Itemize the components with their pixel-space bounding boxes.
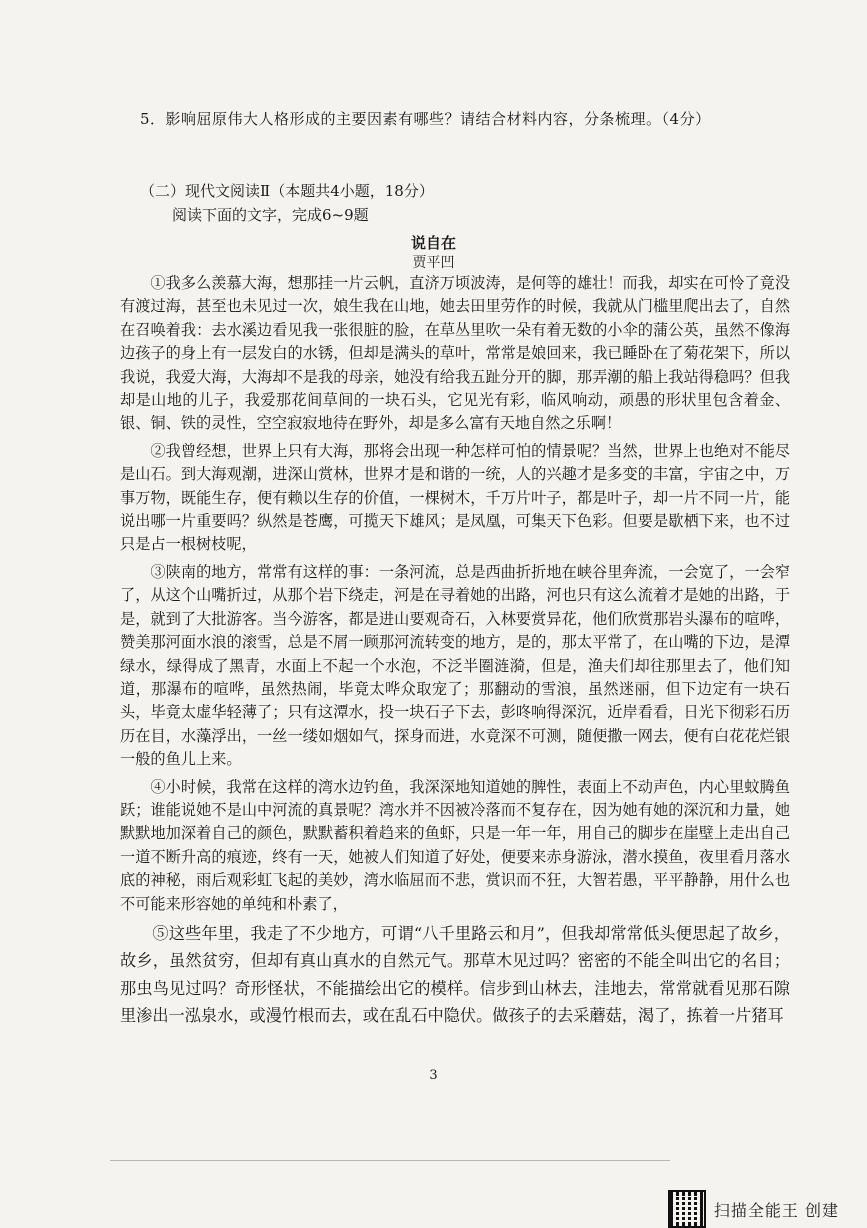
article-author: 贾平凹 [412,255,455,271]
paragraph-4: ④小时候，我常在这样的湾水边钓鱼，我深深地知道她的脾性，表面上不动声色，内心里蚊腾鱼跃；谁能说她不是山中河流的真景呢？湾水并不因被冷落而不复存在，因为她有她的深沉和力量，她默默地加深着自己的颜色，默默蓄积着趋来的鱼虾，只是一年一年，用自己的脚步在崖壁上走出自己一道不断升高的痕迹，终有一天，她被人们知道了好处，便要来赤身游泳，潜水摸鱼，夜里看月落水底的神秘，雨后观彩虹飞起的美妙，湾水临屈而不悲，赏识而不狂，大智若愚，平平静静，用什么也不可能来形容她的单纯和朴素了， [120,777,790,913]
qr-code-icon [668,1190,706,1228]
paragraph-2: ②我曾经想，世界上只有大海，那将会出现一种怎样可怕的情景呢？当然，世界上也绝对不能尽是山石。到大海观潮，进深山赏林，世界才是和谐的一统，人的兴趣才是多变的丰富，宇宙之中，万事万物，既能生存，便有赖以生存的价值，一棵树木，千万片叶子，都是叶子，却一片不同一片，能说出哪一片重要吗？纵然是苍鹰，可揽天下雄风；是凤凰，可集天下色彩。但要是歇栖下来，也不过只是占一根树枝呢， [120,441,790,554]
question-5: 5．影响屈原伟大人格形成的主要因素有哪些？请结合材料内容，分条梳理。（4分） [140,110,711,128]
article-title: 说自在 [410,234,456,252]
paragraph-1: ①我多么羡慕大海，想那挂一片云帆，直济万顷波涛，是何等的雄壮！而我，却实在可怜了竟没有渡过海，甚至也未见过一次，娘生我在山地，她去田里劳作的时候，我就从门槛里爬出去了，自然在召唤着我：去水溪边看见我一张很脏的脸，在草丛里吹一朵有着无数的小伞的蒲公英，虽然不像海边孩子的身上有一层发白的水锈，但却是满头的草叶，常常是娘回来，我已睡卧在了菊花架下，所以我说，我爱大海，大海却不是我的母亲，她没有给我五趾分开的脚，那弄潮的船上我站得稳吗？但我却是山地的儿子，我爱那花间草间的一块石头，它见光有彩，临风响动，顽愚的形状里包含着金、银、铜、铁的灵性，空空寂寂地待在野外，却是多么富有天地自然之乐啊！ [120,274,790,433]
scanner-brand: 扫描全能王 创建 [713,1200,839,1220]
page-number: 3 [429,1068,438,1083]
paragraph-5: ⑤这些年里，我走了不少地方，可谓“八千里路云和月”，但我却常常低头便思起了故乡，故乡，虽然贫穷，但却有真山真水的自然元气。那草木见过吗？密密的不能全叫出它的名目；那虫鸟见过吗？奇形怪状，不能描绘出它的模样。信步到山林去，洼地去，常常就看见那石隙里渗出一泓泉水，或漫竹根而去，或在乱石中隐伏。做孩子的去采蘑菇，渴了，拣着一片猪耳 [120,923,790,1026]
scanner-watermark [668,1190,839,1228]
paragraph-3: ③陕南的地方，常常有这样的事：一条河流，总是西曲折折地在峡谷里奔流，一会宽了，一会窄了，从这个山嘴折过，从那个岩下绕走，河是在寻着她的出路，河也只有这么流着才是她的出路，于是，就到了大批游客。当今游客，都是进山要观奇石，入林要赏异花，他们欣赏那岩头瀑布的喧哗，赞美那河面水浪的滚雪，总是不屑一顾那河流转变的地方，是的，那太平常了，在山嘴的下边，是潭绿水，绿得成了黑青，水面上不起一个水泡，不泛半圈涟漪，但是，渔夫们却往那里去了，他们知道，那瀑布的喧哗，虽然热闹，毕竟太哗众取宠了；那翻动的雪浪，虽然迷丽，但下边定有一块石头，毕竟太虚华轻薄了；只有这潭水，投一块石子下去，彭咚响得深沉，近岸看看，日光下彻彩石历历在目，水藻浮出，一丝一缕如烟如气，探身而进，水竟深不可测，随便撒一网去，便有白花花烂银一般的鱼儿上来。 [120,562,790,769]
article-body [120,272,790,1034]
section-heading: （二）现代文阅读Ⅱ（本题共4小题，18分） [140,182,434,200]
instruction: 阅读下面的文字，完成6~9题 [172,206,369,224]
footer-divider [110,1160,670,1161]
